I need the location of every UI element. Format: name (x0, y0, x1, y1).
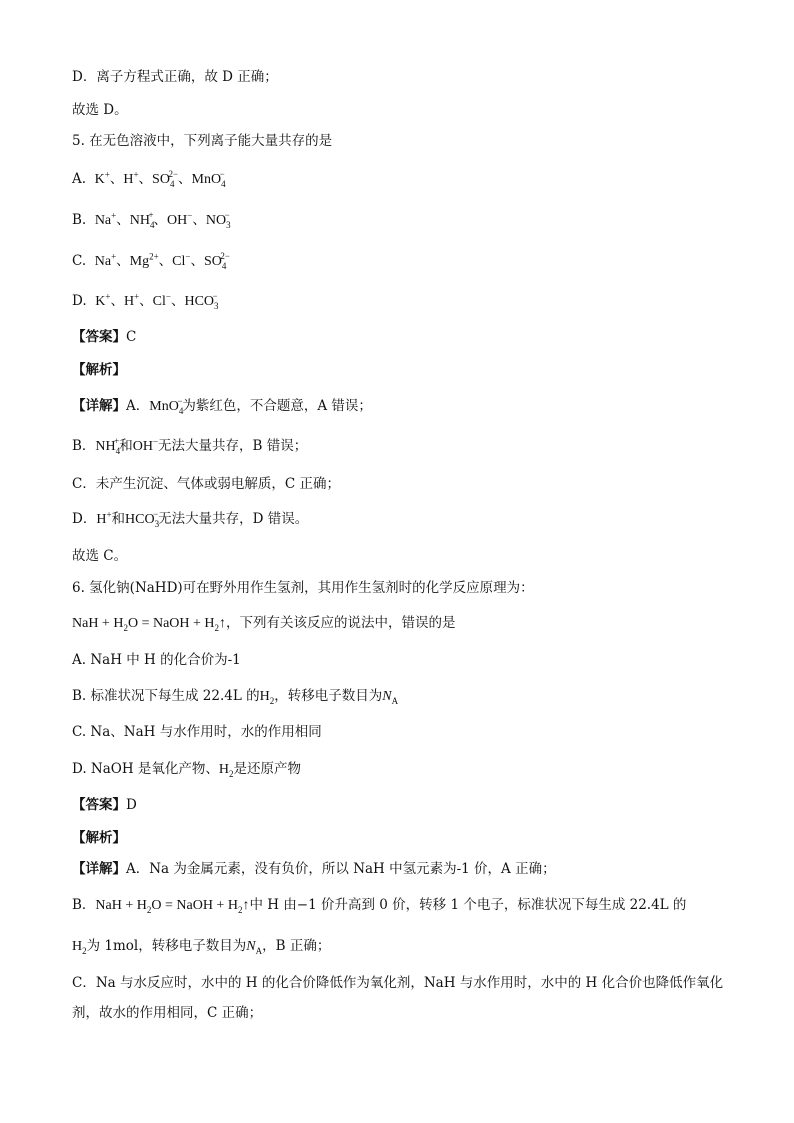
ion: Cl− (172, 251, 191, 269)
ion: $NH_4^+$ (95, 436, 121, 456)
q6-stem-line2: NaH + $H_2O$ = NaOH + $H_2↑$，下列有关该反应的说法中，错误的是 (72, 615, 456, 633)
ion: $HCO_3^-$ (184, 291, 219, 311)
q5-option-a: A. K+、H+、$SO_4^{2-}$、MnO$_4$− (72, 169, 226, 189)
ion: OH− (132, 436, 159, 454)
q6-analysis-tag: 【解析】 (72, 830, 126, 846)
option-letter: B. (72, 212, 87, 228)
answer-tag: 【答案】 (72, 329, 126, 345)
q6-detail-c-line1: C．Na 与水反应时，水中的 H 的化合价降低作为氧化剂，NaH 与水作用时，水中的 H 化合价也降低作氧化 (72, 975, 724, 991)
ion: $Mg^{2+}$ (129, 251, 159, 269)
reaction-equation: NaH + $H_2O$ = NaOH + $H_2↑$ (95, 898, 250, 915)
ion: H+ (123, 291, 140, 309)
ion: Na+ (94, 251, 117, 269)
ion: $HCO_3^-$ (125, 509, 160, 529)
q6-detail-b: B．NaH + $H_2O$ = NaOH + $H_2↑$中 H 由−1 价升高到 0 价，转移 1 个电子，标准状况下每生成 22.4L 的 (72, 897, 687, 915)
q6-option-b: B. 标准状况下每生成 22.4L 的$H_2$，转移电子数目为$N_A$ (72, 688, 399, 706)
q5-stem: 5. 在无色溶液中，下列离子能大量共存的是 (72, 133, 333, 149)
ion: H+ (96, 509, 112, 527)
q5-conclusion: 故选 C。 (72, 548, 128, 564)
ion: H+ (123, 169, 139, 187)
ion: MnO$_4$− (149, 396, 184, 416)
ion: $NH_4^+$ (129, 210, 155, 230)
detail-tag: 【详解】 (72, 398, 126, 414)
q6-option-c: C. Na、NaH 与水作用时，水的作用相同 (72, 724, 322, 740)
ion: Na+ (94, 210, 117, 228)
q5-detail-c: C．未产生沉淀、气体或弱电解质，C 正确； (72, 476, 340, 492)
option-letter: D. (72, 293, 87, 309)
q5-detail-a: 【详解】A．MnO$_4$−为紫红色，不合题意，A 错误； (72, 396, 372, 416)
q5-option-d: D. K+、H+、Cl−、$HCO_3^-$ (72, 291, 219, 311)
answer-value: D (126, 797, 137, 813)
ion: K+ (94, 169, 110, 187)
reaction-equation: NaH + $H_2O$ = NaOH + $H_2↑$ (72, 616, 227, 633)
answer-tag: 【答案】 (72, 797, 126, 813)
answer-value: C (126, 329, 137, 345)
ion: $SO_4^{2-}$ (203, 251, 230, 271)
q5-detail-d: D．H+和$HCO_3^-$无法大量共存，D 错误。 (72, 509, 309, 529)
q5-option-b: B. Na+、$NH_4^+$、OH−、$NO_3^-$ (72, 210, 231, 230)
ion: K+ (95, 291, 111, 309)
q5-detail-b: B．$NH_4^+$和OH−无法大量共存，B 错误； (72, 436, 308, 456)
q6-detail-b-cont: $H_2$为 1mol，转移电子数目为$N_A$，B 正确； (72, 938, 331, 956)
q4-conclusion: 故选 D。 (72, 102, 128, 118)
ion: $SO_4^{2-}$ (152, 169, 179, 189)
q6-option-d: D. NaOH 是氧化产物、$H_2$是还原产物 (72, 761, 302, 779)
detail-tag: 【详解】 (72, 861, 126, 877)
option-letter: C. (72, 253, 87, 269)
ion: OH− (167, 210, 193, 228)
ion: $NO_3^-$ (205, 210, 231, 230)
q6-option-a: A. NaH 中 H 的化合价为-1 (72, 652, 241, 668)
option-letter: A. (72, 171, 87, 187)
q6-detail-a: 【详解】A．Na 为金属元素，没有负价，所以 NaH 中氢元素为-1 价，A 正确； (72, 861, 556, 877)
ion: MnO$_4$− (191, 169, 226, 189)
q5-answer (72, 328, 136, 346)
q6-detail-c-line2: 剂，故水的作用相同，C 正确； (72, 1005, 263, 1021)
ion: Cl− (152, 291, 171, 309)
q5-option-c: C. Na+、$Mg^{2+}$、Cl−、$SO_4^{2-}$ (72, 251, 230, 271)
q6-stem-line1: 6. 氢化钠(NaHD)可在野外用作生氢剂，其用作生氢剂时的化学反应原理为： (72, 580, 534, 596)
q5-analysis-tag: 【解析】 (72, 362, 126, 378)
q4-option-d-explanation: D．离子方程式正确，故 D 正确； (72, 69, 278, 85)
q6-answer (72, 796, 137, 814)
